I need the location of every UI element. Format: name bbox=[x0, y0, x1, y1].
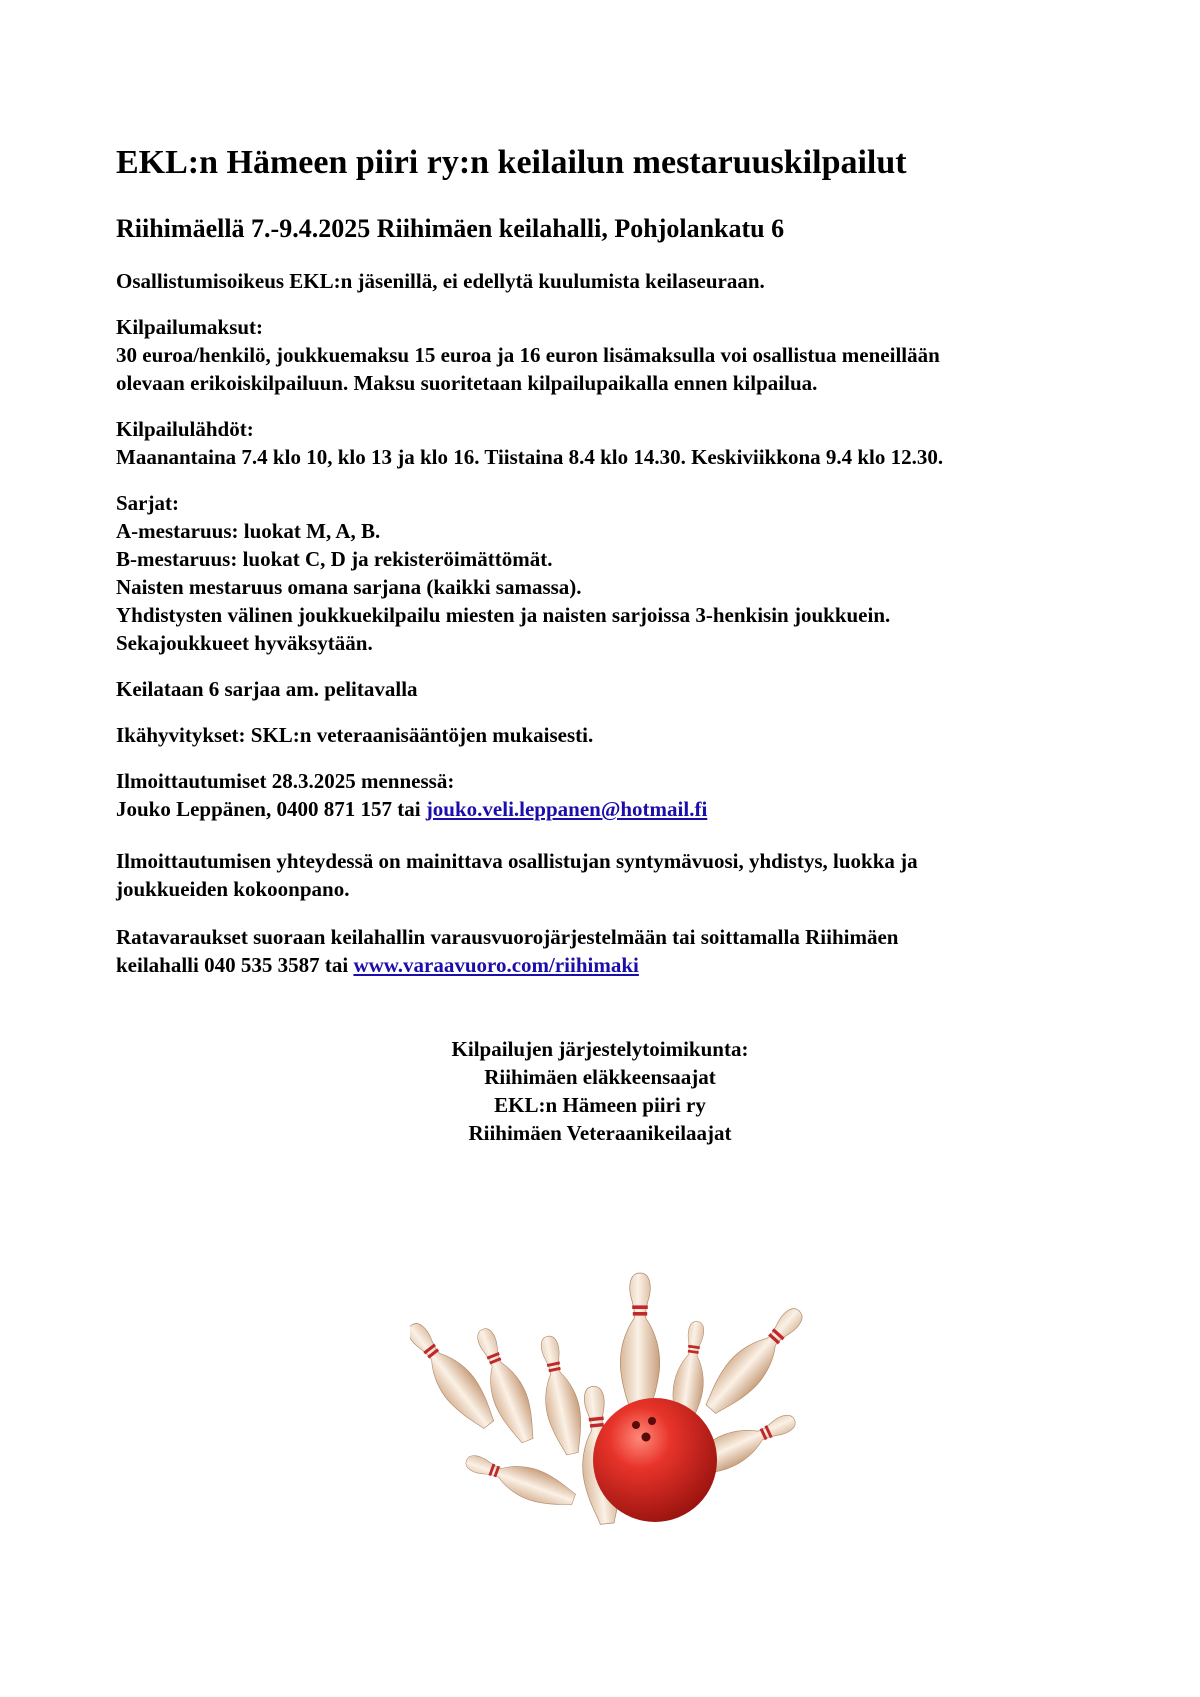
age-handicap-section bbox=[116, 721, 1116, 749]
series-section bbox=[116, 489, 1116, 657]
organizers-heading: Kilpailujen järjestelytoimikunta: bbox=[451, 1037, 749, 1061]
bowling-strike-icon bbox=[410, 1255, 810, 1555]
lane-booking-line: Ratavaraukset suoraan keilahallin varausvuorojärjestelmään tai soittamalla Riihimäen bbox=[116, 925, 899, 949]
document-body bbox=[116, 143, 1116, 997]
starts-section bbox=[116, 415, 1116, 471]
organizers-block bbox=[0, 1035, 1200, 1147]
lane-booking-url-link[interactable]: www.varaavuoro.com/riihimaki bbox=[353, 953, 639, 977]
bowling-pin bbox=[697, 1299, 810, 1421]
series-line: Yhdistysten välinen joukkuekilpailu miesten ja naisten sarjoissa 3-henkisin joukkuein. bbox=[116, 603, 891, 627]
series-line: B-mestaruus: luokat C, D ja rekisteröimättömät. bbox=[116, 547, 553, 571]
series-line: Sekajoukkueet hyväksytään. bbox=[116, 631, 373, 655]
registration-contact-text: Jouko Leppänen, 0400 871 157 tai bbox=[116, 797, 426, 821]
registration-contact bbox=[116, 795, 1116, 823]
registration-section bbox=[116, 767, 1116, 823]
lane-booking-section bbox=[116, 923, 1116, 979]
organizer-name: Riihimäen eläkkeensaajat bbox=[484, 1065, 716, 1089]
registration-email-link[interactable]: jouko.veli.leppanen@hotmail.fi bbox=[425, 797, 708, 821]
registration-note-section bbox=[116, 847, 1116, 903]
fees-heading: Kilpailumaksut: bbox=[116, 315, 264, 339]
registration-note-line: Ilmoittautumisen yhteydessä on mainittava osallistujan syntymävuosi, yhdistys, luokka ja bbox=[116, 849, 918, 873]
fees-line: 30 euroa/henkilö, joukkuemaksu 15 euroa ja 16 euron lisämaksulla voi osallistua meneillään bbox=[116, 343, 940, 367]
page-title: EKL:n Hämeen piiri ry:n keilailun mestaruuskilpailut bbox=[116, 144, 907, 181]
page-subtitle: Riihimäellä 7.-9.4.2025 Riihimäen keilahalli, Pohjolankatu 6 bbox=[116, 214, 785, 243]
starts-line: Maanantaina 7.4 klo 10, klo 13 ja klo 16. Tiistaina 8.4 klo 14.30. Keskiviikkona 9.4 klo 12.30. bbox=[116, 445, 944, 469]
format-section bbox=[116, 675, 1116, 703]
bowling-pin bbox=[461, 1446, 579, 1514]
series-line: Naisten mestaruus omana sarjana (kaikki samassa). bbox=[116, 575, 582, 599]
fees-section bbox=[116, 313, 1116, 397]
format-text: Keilataan 6 sarjaa am. pelitavalla bbox=[116, 677, 418, 701]
eligibility-section bbox=[116, 267, 1116, 295]
fees-line: olevaan erikoiskilpailuun. Maksu suoritetaan kilpailupaikalla ennen kilpailua. bbox=[116, 371, 818, 395]
series-line: A-mestaruus: luokat M, A, B. bbox=[116, 519, 381, 543]
bowling-pin bbox=[531, 1333, 588, 1457]
registration-heading: Ilmoittautumiset 28.3.2025 mennessä: bbox=[116, 769, 455, 793]
lane-booking-line bbox=[116, 951, 1116, 979]
organizer-name: Riihimäen Veteraanikeilaajat bbox=[468, 1121, 732, 1145]
organizer-name: EKL:n Hämeen piiri ry bbox=[494, 1093, 706, 1117]
bowling-ball bbox=[593, 1398, 717, 1522]
registration-note-line: joukkueiden kokoonpano. bbox=[116, 877, 350, 901]
eligibility-text: Osallistumisoikeus EKL:n jäsenillä, ei edellytä kuulumista keilaseuraan. bbox=[116, 269, 765, 293]
lane-booking-phone-text: keilahalli 040 535 3587 tai bbox=[116, 953, 354, 977]
starts-heading: Kilpailulähdöt: bbox=[116, 417, 254, 441]
bowling-pin bbox=[620, 1273, 659, 1417]
series-heading: Sarjat: bbox=[116, 491, 179, 515]
age-handicap-text: Ikähyvitykset: SKL:n veteraanisääntöjen mukaisesti. bbox=[116, 723, 594, 747]
